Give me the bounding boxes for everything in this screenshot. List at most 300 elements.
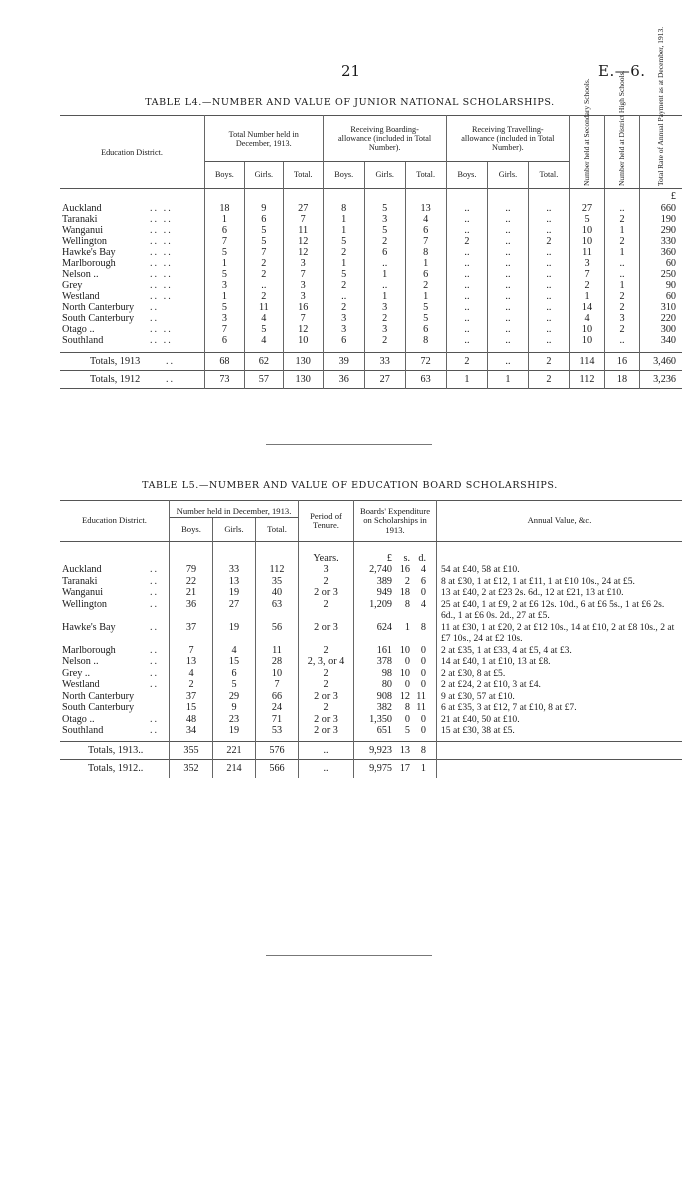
total-rt: 2 [528,371,569,389]
leader-dots: .. .. [150,247,173,258]
money-s: 0 [404,713,410,725]
cell-expenditure [354,668,437,680]
money-d: 0 [420,667,426,679]
cell-tt: 7 [283,313,323,324]
district-cell [60,280,205,291]
total-bt: 72 [405,353,446,371]
district-cell [60,564,170,576]
cell-tg: 11 [244,302,283,313]
cell-expenditure [354,679,437,691]
cell-bb: 3 [323,313,364,324]
cell-boys: 34 [170,725,213,737]
cell-rate: 90 [640,280,683,291]
district-name: Wellington [62,598,108,610]
cell-boys: 22 [170,576,213,588]
district-cell [60,668,170,680]
cell-rt: .. [528,280,569,291]
cell-tb: 5 [205,247,245,258]
cell-rt: .. [528,269,569,280]
cell-rb: .. [446,269,487,280]
district-name: South Canterbury [62,702,135,713]
bottom-divider [266,955,432,956]
cell-period: 2 or 3 [299,714,354,726]
cell-tg: 9 [244,203,283,214]
cell-tb: 5 [205,302,245,313]
cell-rb: .. [446,302,487,313]
table-row [60,324,682,335]
cell-rt: .. [528,302,569,313]
cell-bt: 13 [405,203,446,214]
l4-sub-girls: Girls. [488,161,529,188]
money-d: 1 [420,763,426,774]
total-bb: 36 [323,371,364,389]
cell-rg: .. [488,313,529,324]
l4-pound-sign: £ [640,189,683,204]
total-period: .. [299,741,354,760]
cell-tt: 27 [283,203,323,214]
cell-dh: 2 [605,324,640,335]
table-row [60,302,682,313]
cell-period: 2 [299,668,354,680]
cell-rb: .. [446,225,487,236]
cell-rg: .. [488,269,529,280]
district-name: South Canterbury [62,313,135,324]
cell-rg: .. [488,247,529,258]
cell-girls: 19 [213,587,256,599]
total-dh: 16 [605,353,640,371]
l5-lsd-header: £ s. d. [354,542,437,565]
totals-label: Totals, 1912 [90,374,141,385]
district-cell [60,269,205,280]
cell-sec: 4 [570,313,605,324]
cell-dh: 2 [605,291,640,302]
cell-rate: 360 [640,247,683,258]
district-name: Southland [62,725,104,736]
district-name: Hawke's Bay [62,247,116,258]
cell-rate: 340 [640,335,683,346]
money-l: 382 [376,702,392,713]
cell-boys: 4 [170,668,213,680]
cell-sec: 3 [570,258,605,269]
cell-sec: 14 [570,302,605,313]
cell-bb: 3 [323,324,364,335]
cell-rt: .. [528,214,569,225]
money-d: 11 [416,702,426,713]
cell-annual-value: 54 at £40, 58 at £10. [437,564,683,576]
money-s: 2 [404,575,410,587]
cell-rate: 660 [640,203,683,214]
leader-dots: .. .. [150,225,173,236]
leader-dots: .. [150,564,160,575]
leader-dots: .. [166,374,176,385]
cell-bg: 1 [364,291,405,302]
l5-sub-total: Total. [256,517,299,542]
cell-annual-value: 9 at £30, 57 at £10. [437,691,683,703]
cell-annual-value: 14 at £40, 1 at £10, 13 at £8. [437,656,683,668]
cell-tg: 5 [244,324,283,335]
cell-bb: 1 [323,225,364,236]
total-bg: 27 [364,371,405,389]
district-name: Westland [62,679,100,690]
district-name: Otago .. [62,324,95,335]
leader-dots: .. .. [150,269,173,280]
cell-annual-value: 6 at £35, 3 at £12, 7 at £10, 8 at £7. [437,702,683,714]
cell-girls: 19 [213,622,256,645]
cell-period: 2 or 3 [299,725,354,737]
district-cell [60,645,170,657]
cell-dh: 2 [605,302,640,313]
district-cell [60,313,205,324]
leader-dots: .. [150,313,160,324]
cell-bg: 1 [364,269,405,280]
cell-girls: 19 [213,725,256,737]
cell-tt: 12 [283,236,323,247]
leader-dots: .. [150,575,160,587]
totals-label: Totals, 1913 [90,356,141,367]
table-row [60,656,682,668]
leader-dots: .. .. [150,280,173,291]
cell-sec: 11 [570,247,605,258]
money-s: 13 [399,744,410,756]
cell-annual-value: 13 at £40, 2 at £23 2s. 6d., 12 at £21, 13 at £10. [437,587,683,599]
cell-rb: .. [446,313,487,324]
cell-rg: .. [488,236,529,247]
leader-dots: .. [150,713,160,725]
cell-period: 2 or 3 [299,622,354,645]
cell-period: 2 [299,599,354,622]
cell-tb: 3 [205,280,245,291]
district-name: Grey .. [62,667,91,679]
cell-tb: 7 [205,236,245,247]
cell-bt: 8 [405,335,446,346]
cell-bt: 6 [405,269,446,280]
table-row [60,668,682,680]
total-tb: 68 [205,353,245,371]
table-row [60,313,682,324]
leader-dots: .. .. [150,324,173,335]
district-name: Auckland [62,203,102,214]
cell-rb: .. [446,247,487,258]
money-l: 9,975 [369,763,392,774]
cell-rate: 330 [640,236,683,247]
cell-bg: .. [364,258,405,269]
cell-expenditure [354,725,437,737]
cell-expenditure [354,587,437,599]
l4-sub-total: Total. [405,161,446,188]
cell-tt: 3 [283,280,323,291]
cell-dh: .. [605,258,640,269]
cell-bb: 2 [323,247,364,258]
cell-period: 2 [299,679,354,691]
money-d: 8 [420,621,426,633]
cell-total: 112 [256,564,299,576]
table-row [60,280,682,291]
cell-rg: .. [488,291,529,302]
cell-bg: 3 [364,214,405,225]
table-row [60,564,682,576]
table-row [60,335,682,346]
cell-expenditure [354,564,437,576]
cell-rb: .. [446,335,487,346]
leader-dots: .. [150,302,160,313]
total-rt: 2 [528,353,569,371]
cell-dh: 2 [605,214,640,225]
table-row [60,587,682,599]
district-cell [60,247,205,258]
money-l: 624 [376,621,392,633]
l4-col-rate: Total Rate of Annual Payment as at December, 1913. [640,116,683,189]
table-row [60,291,682,302]
cell-dh: 2 [605,236,640,247]
cell-bt: 2 [405,280,446,291]
cell-girls: 27 [213,599,256,622]
cell-total: 24 [256,702,299,714]
total-tg: 62 [244,353,283,371]
cell-bg: 5 [364,203,405,214]
total-total: 566 [256,760,299,778]
leader-dots: .. .. [150,335,173,346]
money-l: 651 [376,725,392,736]
table-row [60,269,682,280]
cell-rg: .. [488,335,529,346]
cell-girls: 29 [213,691,256,703]
cell-expenditure [354,656,437,668]
cell-tt: 12 [283,324,323,335]
district-cell [60,702,170,714]
l4-sub-girls: Girls. [364,161,405,188]
cell-annual-value: 21 at £40, 50 at £10. [437,714,683,726]
table-row [60,645,682,657]
district-name: Otago .. [62,713,95,725]
cell-total: 56 [256,622,299,645]
total-annual-empty [437,760,683,778]
cell-tb: 5 [205,269,245,280]
cell-sec: 2 [570,280,605,291]
cell-bt: 6 [405,324,446,335]
cell-rt: .. [528,291,569,302]
l5-col-district: Education District. [60,501,170,542]
leader-dots: .. [150,725,160,736]
cell-tt: 11 [283,225,323,236]
table-row [60,225,682,236]
district-cell [60,691,170,703]
leader-dots: .. [150,598,160,610]
cell-bg: .. [364,280,405,291]
cell-period: 2 or 3 [299,691,354,703]
l4-sub-boys: Boys. [205,161,245,188]
district-name: Marlborough [62,258,116,269]
total-annual-empty [437,741,683,760]
money-d: 11 [416,690,426,702]
total-rate: 3,236 [640,371,683,389]
district-cell [60,236,205,247]
cell-rb: .. [446,280,487,291]
cell-total: 40 [256,587,299,599]
cell-annual-value: 2 at £24, 2 at £10, 3 at £4. [437,679,683,691]
cell-bg: 2 [364,313,405,324]
cell-rate: 60 [640,258,683,269]
leader-dots: .. [150,644,160,656]
totals-row [60,760,682,778]
cell-girls: 9 [213,702,256,714]
l4-sub-boys: Boys. [446,161,487,188]
total-girls: 221 [213,741,256,760]
money-d: 0 [420,713,426,725]
money-l: 949 [376,587,392,598]
cell-dh: .. [605,269,640,280]
cell-sec: 10 [570,324,605,335]
table-row [60,679,682,691]
cell-total: 11 [256,645,299,657]
cell-boys: 48 [170,714,213,726]
table-row [60,576,682,588]
money-l: 389 [376,575,392,587]
cell-expenditure [354,599,437,622]
cell-rg: .. [488,225,529,236]
cell-annual-value: 2 at £30, 8 at £5. [437,668,683,680]
total-period: .. [299,760,354,778]
district-name: Grey [62,280,83,291]
cell-total: 63 [256,599,299,622]
money-s: 16 [399,564,410,575]
cell-dh: 1 [605,280,640,291]
district-name: Wanganui [62,225,104,236]
money-d: 4 [420,598,426,610]
l5-col-annual: Annual Value, &c. [437,501,683,542]
cell-total: 10 [256,668,299,680]
money-l: 80 [381,679,392,690]
cell-bg: 2 [364,236,405,247]
cell-rg: .. [488,324,529,335]
cell-rt: .. [528,258,569,269]
cell-expenditure [354,702,437,714]
leader-dots: .. [166,356,176,367]
leader-dots: .. [150,587,160,598]
cell-rb: 2 [446,236,487,247]
cell-total: 28 [256,656,299,668]
money-s: 10 [399,644,410,656]
total-rg: .. [488,353,529,371]
leader-dots: .. [150,656,160,667]
cell-period: 2 [299,702,354,714]
cell-rate: 290 [640,225,683,236]
district-cell [60,725,170,737]
l4-sub-total: Total. [528,161,569,188]
totals-row [60,353,682,371]
cell-sec: 10 [570,236,605,247]
cell-bb: 1 [323,258,364,269]
total-rb: 1 [446,371,487,389]
district-name: Nelson .. [62,269,99,280]
cell-rb: .. [446,324,487,335]
cell-annual-value: 8 at £30, 1 at £12, 1 at £11, 1 at £10 10s., 24 at £5. [437,576,683,588]
district-name: Westland [62,291,100,302]
district-cell [60,302,205,313]
cell-rate: 190 [640,214,683,225]
money-s: 18 [399,587,410,598]
total-expenditure [354,760,437,778]
cell-bg: 5 [364,225,405,236]
cell-annual-value: 15 at £30, 38 at £5. [437,725,683,737]
cell-tt: 16 [283,302,323,313]
l4-col-travelling: Receiving Travelling-allowance (included in Total Number). [446,116,569,162]
leader-dots: .. .. [150,203,173,214]
table-row [60,214,682,225]
cell-bt: 8 [405,247,446,258]
money-l: 1,350 [369,713,392,725]
l4-sub-total: Total. [283,161,323,188]
district-cell [60,324,205,335]
leader-dots: .. .. [150,214,173,225]
money-s: 1 [404,621,410,633]
cell-rt: .. [528,203,569,214]
cell-bb: 2 [323,280,364,291]
cell-bb: 5 [323,236,364,247]
cell-bt: 7 [405,236,446,247]
l5-col-expenditure: Boards' Expenditure on Scholarships in 1913. [354,501,437,542]
section-divider [266,444,432,445]
money-l: 378 [376,656,392,667]
money-l: 908 [376,690,392,702]
total-sec: 114 [570,353,605,371]
cell-tb: 7 [205,324,245,335]
cell-girls: 15 [213,656,256,668]
cell-tg: 5 [244,236,283,247]
money-s: 0 [404,679,410,690]
district-cell [60,225,205,236]
cell-bt: 5 [405,302,446,313]
totals-label-cell [60,371,205,389]
cell-expenditure [354,576,437,588]
district-name: North Canterbury [62,302,135,313]
cell-rg: .. [488,203,529,214]
table-row [60,599,682,622]
table-row [60,247,682,258]
cell-dh: .. [605,335,640,346]
district-name: Hawke's Bay [62,621,116,633]
money-d: 0 [420,656,426,667]
l4-sub-girls: Girls. [244,161,283,188]
totals-label: Totals, 1912.. [88,763,144,774]
table-row [60,622,682,645]
cell-bb: 5 [323,269,364,280]
district-cell [60,576,170,588]
cell-tg: .. [244,280,283,291]
district-name: Wanganui [62,587,104,598]
money-s: 17 [399,763,410,774]
total-bt: 63 [405,371,446,389]
cell-tg: 6 [244,214,283,225]
cell-bt: 4 [405,214,446,225]
cell-sec: 5 [570,214,605,225]
leader-dots: .. .. [150,236,173,247]
cell-bg: 2 [364,335,405,346]
cell-tb: 6 [205,335,245,346]
cell-tt: 7 [283,214,323,225]
total-tg: 57 [244,371,283,389]
cell-tg: 5 [244,225,283,236]
money-s: 0 [404,656,410,667]
money-s: 8 [404,702,410,713]
cell-rate: 220 [640,313,683,324]
cell-tt: 12 [283,247,323,258]
cell-sec: 7 [570,269,605,280]
leader-dots: .. .. [150,291,173,302]
district-cell [60,587,170,599]
cell-rt: .. [528,324,569,335]
table-row [60,258,682,269]
table-row [60,714,682,726]
